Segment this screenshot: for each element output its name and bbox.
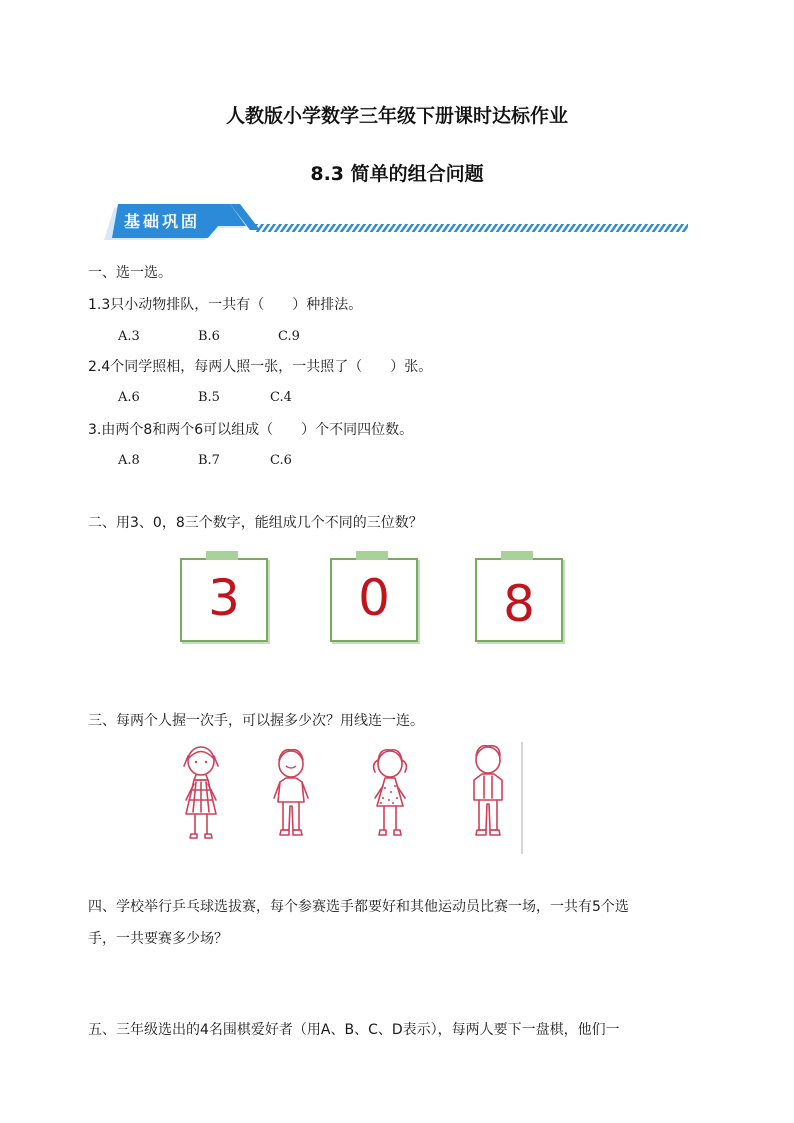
card-digit: 8 <box>503 575 535 633</box>
card-digit: 3 <box>208 569 240 627</box>
digit-card-8 <box>475 558 563 642</box>
banner-label: 基础巩固 <box>124 212 201 231</box>
question-2-options <box>118 389 292 407</box>
digit-card-3 <box>180 558 268 642</box>
question-3-options <box>118 452 292 470</box>
card-digit: 0 <box>358 569 390 627</box>
option-b: B.7 <box>198 453 220 468</box>
boy-figure-1 <box>268 742 314 844</box>
card-tab <box>501 551 533 560</box>
section5-line1: 五、三年级选出的4名围棋爱好者（用A、B、C、D表示），每两人要下一盘棋，他们一 <box>88 1022 620 1038</box>
question-2: 2.4个同学照相，每两人照一张，一共照了（ ）张。 <box>88 359 433 375</box>
page-title: 人教版小学数学三年级下册课时达标作业 <box>225 105 568 127</box>
option-a: A.3 <box>118 329 140 344</box>
option-c: C.6 <box>270 453 292 468</box>
option-c: C.9 <box>278 329 300 344</box>
girl-figure-2 <box>367 742 413 844</box>
digit-card-0 <box>330 558 418 642</box>
question-1-options <box>118 328 300 346</box>
card-tab <box>356 551 388 560</box>
section4-line1: 四、学校举行乒乓球选拔赛，每个参赛选手都要好和其他运动员比赛一场，一共有5个选 <box>88 899 629 915</box>
section1-heading: 一、选一选。 <box>88 265 172 281</box>
option-b: B.6 <box>198 329 220 344</box>
question-3: 3.由两个8和两个6可以组成（ ）个不同四位数。 <box>88 422 414 438</box>
boy-figure-2 <box>466 742 526 854</box>
lesson-subtitle: 8.3 简单的组合问题 <box>310 163 484 185</box>
option-b: B.5 <box>198 390 220 405</box>
card-tab <box>206 551 238 560</box>
option-c: C.4 <box>270 390 292 405</box>
section4-line2: 手，一共要赛多少场？ <box>88 931 228 947</box>
option-a: A.8 <box>118 453 140 468</box>
girl-figure-1 <box>176 742 226 844</box>
section3-heading: 三、每两个人握一次手，可以握多少次？用线连一连。 <box>88 713 424 729</box>
option-a: A.6 <box>118 390 140 405</box>
question-1: 1.3只小动物排队，一共有（ ）种排法。 <box>88 297 363 313</box>
section2-heading: 二、用3、0，8三个数字，能组成几个不同的三位数？ <box>88 515 423 531</box>
